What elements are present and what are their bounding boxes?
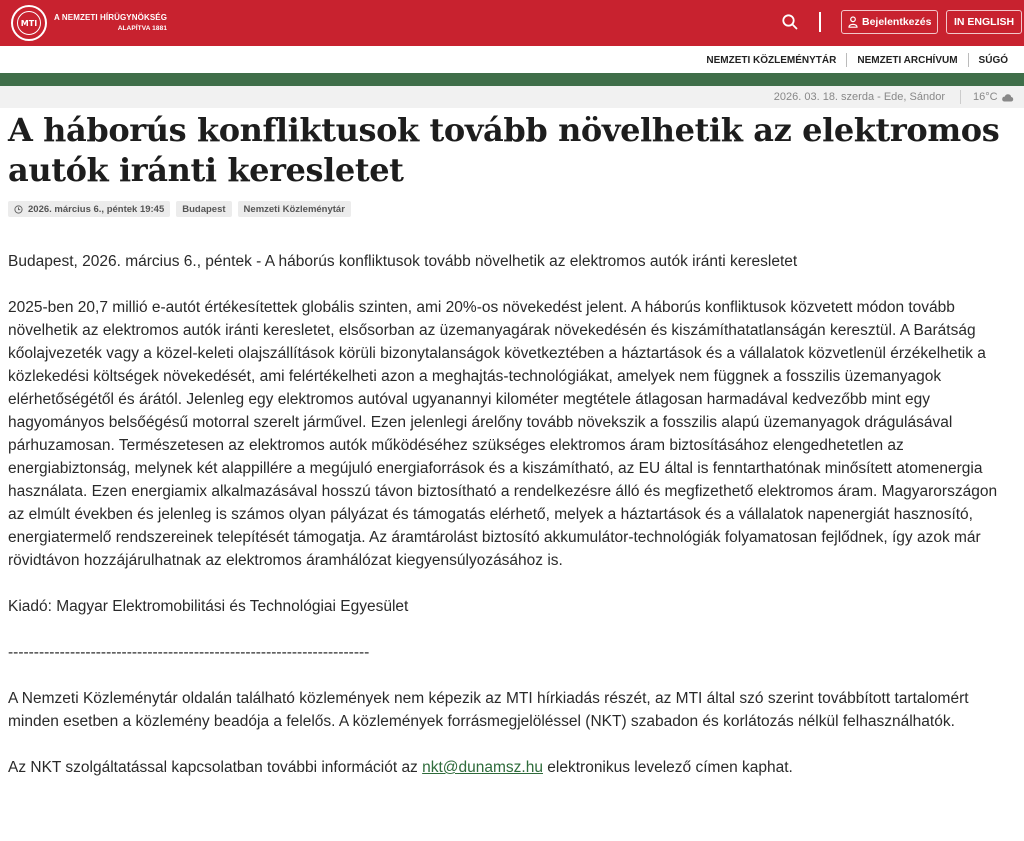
article-separator: ---------------------------------------------------------------------- [8, 644, 370, 661]
user-icon [848, 16, 858, 28]
top-header [0, 0, 1024, 46]
temperature: 16°C [973, 91, 998, 103]
logo-text [54, 12, 167, 34]
article-disclaimer: A Nemzeti Közleménytár oldalán található közlemények nem képezik az MTI hírkiadás részét, az MTI által szó szerint továbbított tartalomért minden esetben a közlemény beadója a felelős. A közlemények forrásmegjelöléssel (NKT) szabadon és korlátozás nélkül felhasználhatók. [8, 690, 969, 730]
article-paragraph: 2025-ben 20,7 millió e-autót értékesítettek globális szinten, ami 20%-os növekedést jelent. A háborús konfliktusok közvetett módon tovább növelhetik az elektromos autók iránti keresletet, elsősorban az üzemanyagárak növekedésén és kiszámíthatatlanságán keresztül. A Barátság kőolajvezeték vagy a közel-keleti olajszállítások körüli bizonytalanságok következtében a háztartások és a vállalatok közvetlenül érzékelhetik a közlekedési költségek növekedését, ami felértékelheti azon a meghajtás-technológiákat, amelyek nem függnek a fosszilis üzemanyagok elérhetőségétől és árától. Jelenleg egy elektromos autóval ugyanannyi kilométer megtétele átlagosan harmadával kedvezőbb mint egy hagyományos belsőégésű motorral szerelt járművel. Ezen jelenlegi árelőny tovább növekszik a fosszilis alapú üzemanyagok drágulásával párhuzamosan. Természetesen az elektromos autók működéséhez szükséges elektromos áram biztosításához elengedhetetlen az energiabiztonság, melynek két alappillére a megújuló energiaforrások és a kiszámítható, az EU által is fenntarthatónak minősített atomenergia használata. Ezen energiamix alkalmazásával hosszú távon biztosítható a rendelkezésre álló és megfizethető elektromos áram. Magyarországon az elmúlt években és jelenleg is számos olyan pályázat és támogatás elérhető, melyek a háztartások és a vállalatok napenergiát hasznosító, energiatermelő rendszereinek telepítését támogatja. Az áramtárolást biztosító akkumulátor-technológiák folyamatosan fejlődnek, így azok már rövidtávon hozzájárulhatnak az elektromos áramhálózat kiegyensúlyozásához is. [8, 299, 998, 569]
search-icon[interactable] [781, 13, 799, 31]
login-button[interactable] [841, 10, 938, 34]
info-separator [960, 90, 961, 104]
cloud-icon [1001, 93, 1014, 102]
article-publisher: Kiadó: Magyar Elektromobilitási és Technológiai Egyesület [8, 598, 409, 615]
article-title: A háborús konfliktusok tovább növelhetik az elektromos autók iránti keresletet [8, 111, 1000, 189]
english-language-button[interactable]: IN ENGLISH [946, 10, 1022, 34]
mti-logo[interactable] [11, 5, 167, 41]
info-bar [0, 86, 1024, 108]
header-divider [819, 12, 821, 32]
mti-logo-icon [11, 5, 47, 41]
tag-category[interactable]: Nemzeti Közleménytár [238, 201, 351, 217]
green-accent-bar [0, 73, 1024, 86]
clock-icon [14, 205, 23, 214]
nav-item-nemzeti-archivum[interactable]: NEMZETI ARCHÍVUM [857, 54, 958, 66]
article-contact [8, 756, 1016, 779]
logo-text-founded: ALAPÍTVA 1881 [117, 25, 168, 32]
tag-datetime [8, 201, 170, 217]
current-date: 2026. 03. 18. szerda - Ede, Sándor [773, 91, 945, 103]
contact-text-before: Az NKT szolgáltatással kapcsolatban további információt az [8, 759, 423, 776]
nav-item-sugo[interactable]: SÚGÓ [978, 54, 1008, 66]
article-body [8, 250, 1016, 802]
mti-logo-badge: MTI [17, 11, 41, 35]
article-meta [8, 201, 351, 217]
contact-email-link[interactable]: nkt@dunamsz.hu [422, 759, 543, 776]
tag-location[interactable]: Budapest [176, 201, 231, 217]
weather [973, 91, 1014, 103]
article-datetime: 2026. március 6., péntek 19:45 [28, 203, 165, 215]
logo-text-main: A NEMZETI HÍRÜGYNÖKSÉG [54, 13, 168, 22]
article-lead: Budapest, 2026. március 6., péntek - A háborús konfliktusok tovább növelhetik az elektromos autók iránti keresletet [8, 253, 798, 270]
login-label: Bejelentkezés [862, 16, 932, 28]
main-nav [0, 46, 1024, 73]
contact-text-after: elektronikus levelező címen kaphat. [542, 759, 793, 776]
nav-item-nemzeti-kozlemenytar[interactable]: NEMZETI KÖZLEMÉNYTÁR [706, 54, 837, 66]
